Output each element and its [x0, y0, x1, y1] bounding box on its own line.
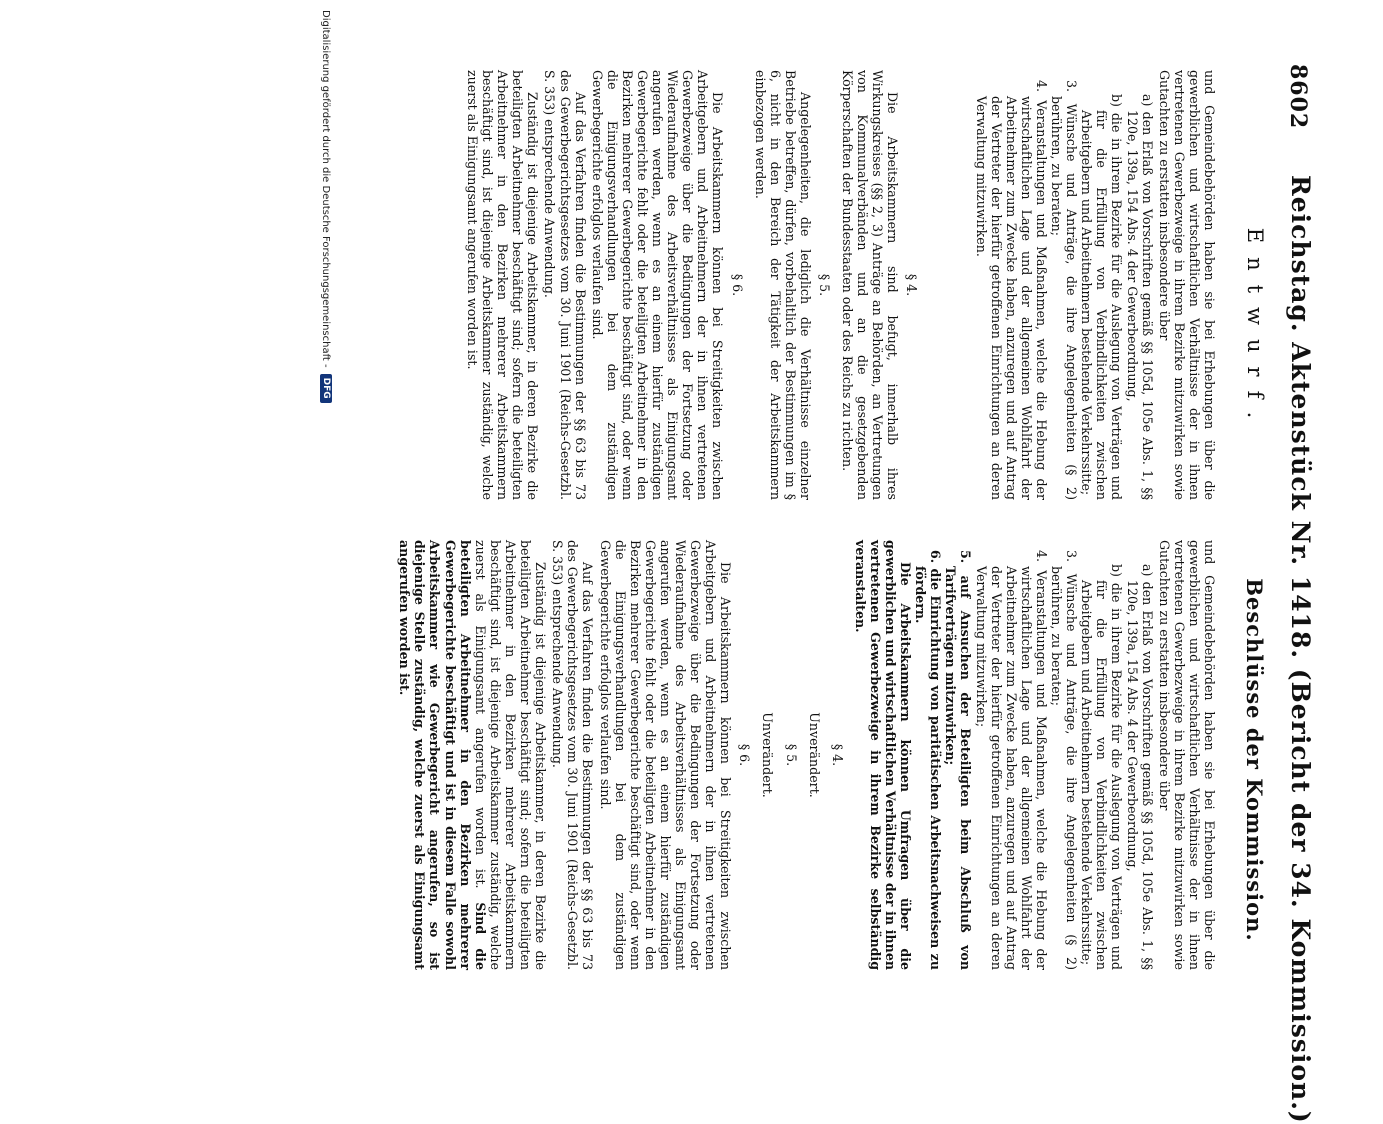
commission-section-6-p3a: Zuständig ist diejenige Arbeitskammer, in deren Bezirke die beteiligten Arbeitnehmer beschäftigt sind; sofern die beteiligten Arbeitnehmer in den Bezirken mehrerer Arbeitskammern beschäftigt sind, ist diejenige Arbeitskammer zuständig, welche zuerst als Einigungsamt angerufen worden ist.	[472, 540, 549, 970]
commission-item-5: 5. auf Ansuchen der Beteiligten beim Abschluß von Tarifverträgen mitzuwirken;	[943, 550, 974, 970]
commission-section-4-title: § 4.	[829, 743, 845, 767]
draft-section-5-text: Angelegenheiten, die lediglich die Verhältnisse einzelner Betriebe betreffen, dürfen, vorbehaltlich der Bestimmungen im § 6, nicht in den Bereich der Tätigkeit der Arbeitskammern einbezogen werden.	[752, 70, 813, 500]
commission-bold-paragraph: Die Arbeitskammern können Umfragen über die gewerblichen und wirtschaftlichen Verhältnisse der in ihnen vertretenen Gewerbezweige in ihrem Bezirke selbständig veranstalten.	[852, 540, 914, 970]
commission-item-4: 4. Veranstaltungen und Maßnahmen, welche die Hebung der wirtschaftlichen Lage und der allgemeinen Wohlfahrt der Arbeitnehmer zum Zwecke haben, anzuregen und auf Antrag der Vertreter der hierfür getroffenen Einrichtungen an deren Verwaltung mitzuwirken;	[973, 550, 1049, 970]
commission-section-6-title: § 6.	[737, 743, 753, 767]
commission-item-b: b) die in ihrem Bezirke für die Auslegung von Verträgen und für die Erfüllung von Verbindlichkeiten zwischen Arbeitgebern und Arbeitnehmern bestehende Verkehrssitte;	[1079, 564, 1125, 970]
dfg-logo: DFG	[320, 374, 332, 403]
left-column-title: Entwurf.	[1243, 227, 1267, 433]
draft-section-6-p2: Auf das Verfahren finden die Bestimmungen der §§ 63 bis 73 des Gewerbegerichtsgesetzes vom 30. Juni 1901 (Reichs-Gesetzbl. S. 353) entsprechende Anwendung.	[542, 70, 588, 500]
commission-item-3: 3. Wünsche und Anträge, die ihre Angelegenheiten (§ 2) berühren, zu beraten;	[1049, 550, 1080, 970]
draft-item-3: 3. Wünsche und Anträge, die ihre Angelegenheiten (§ 2) berühren, zu beraten;	[1049, 80, 1080, 500]
draft-section-5-title: § 5.	[817, 273, 833, 297]
draft-section-4-text: Die Arbeitskammern sind befugt, innerhalb ihres Wirkungskreises (§§ 2, 3) Anträge an Behörden, an Vertretungen von Kommunalverbänden und an die gesetzgebenden Körperschaften der Bundesstaaten oder des Reichs zu richten.	[840, 70, 901, 500]
draft-intro: und Gemeindebehörden haben sie bei Erhebungen über die gewerblichen und wirtschaftlichen Verhältnisse der in ihnen vertretenen Gewerbezweige in ihrem Bezirke mitzuwirken sowie Gutachten zu erstatten insbesondere über	[1156, 70, 1217, 500]
commission-column	[395, 540, 1217, 970]
commission-item-a: a) den Erlaß von Vorschriften gemäß §§ 105d, 105e Abs. 1, §§ 120e, 139a, 154 Abs. 4 der Gewerbeordnung,	[1124, 564, 1155, 970]
draft-column	[463, 70, 1217, 500]
draft-item-4: 4. Veranstaltungen und Maßnahmen, welche die Hebung der wirtschaftlichen Lage und der allgemeinen Wohlfahrt der Arbeitnehmer zum Zwecke haben, anzuregen und auf Antrag der Vertreter der hierfür getroffenen Einrichtungen an deren Verwaltung mitzuwirken.	[973, 80, 1049, 500]
draft-item-a: a) den Erlaß von Vorschriften gemäß §§ 105d, 105e Abs. 1, §§ 120e, 139a, 154 Abs. 4 der Gewerbeordnung,	[1124, 94, 1155, 500]
draft-section-4-title: § 4.	[904, 273, 920, 297]
commission-intro: und Gemeindebehörden haben sie bei Erhebungen über die gewerblichen und wirtschaftlichen Verhältnisse der in ihnen vertretenen Gewerbezweige in ihrem Bezirke mitzuwirken sowie Gutachten zu erstatten insbesondere über	[1156, 540, 1217, 970]
draft-item-b: b) die in ihrem Bezirke für die Auslegung von Verträgen und für die Erfüllung von Verbindlichkeiten zwischen Arbeitgebern und Arbeitnehmern bestehende Verkehrssitte;	[1079, 94, 1125, 500]
footer-text: Digitalisierung gefördert durch die Deutsche Forschungsgemeinschaft -	[320, 10, 332, 368]
right-column-title: Beschlüsse der Kommission.	[1242, 578, 1267, 942]
page-header: Reichstag. Aktenstück Nr. 1418. (Bericht der 34. Kommission.)	[1286, 175, 1315, 1124]
commission-section-6-p2: Auf das Verfahren finden die Bestimmungen der §§ 63 bis 73 des Gewerbegerichtsgesetzes vom 30. Juni 1901 (Reichs-Gesetzbl. S. 353) entsprechende Anwendung.	[550, 540, 596, 970]
draft-section-6-title: § 6.	[729, 273, 745, 297]
draft-section-6-p3: Zuständig ist diejenige Arbeitskammer, in deren Bezirke die beteiligten Arbeitnehmer beschäftigt sind; sofern die beteiligten Arbeitnehmer in den Bezirken mehrerer Arbeitskammern beschäftigt sind, ist diejenige Arbeitskammer zuständig, welche zuerst als Einigungsamt angerufen worden ist.	[464, 70, 541, 500]
commission-section-6-p3b: Sind die beteiligten Arbeitnehmer in den Bezirken mehrerer Gewerbegerichte beschäftigt und ist in diesem Falle sowohl Arbeitskammer wie Gewerbegericht angerufen, so ist diejenige Stelle zuständig, welche zuerst als Einigungsamt angerufen worden ist.	[397, 540, 488, 970]
commission-section-6-p1: Die Arbeitskammern können bei Streitigkeiten zwischen Arbeitgebern und Arbeitnehmern der in ihnen vertretenen Gewerbezweige über die Bedingungen der Fortsetzung oder Wiederaufnahme des Arbeitsverhältnisses als Einigungsamt angerufen werden, wenn es an einem hierfür zuständigen Gewerbegerichte fehlt oder die beteiligten Arbeitnehmer in den Bezirken mehrerer Gewerbegerichte beschäftigt sind, oder wenn die Einigungsverhandlungen bei dem zuständigen Gewerbegerichte erfolglos verlaufen sind.	[597, 540, 734, 970]
commission-section-5-title: § 5.	[783, 743, 799, 767]
draft-section-6-p1: Die Arbeitskammern können bei Streitigkeiten zwischen Arbeitgebern und Arbeitnehmern der in ihnen vertretenen Gewerbezweige über die Bedingungen der Fortsetzung oder Wiederaufnahme des Arbeitsverhältnisses als Einigungsamt angerufen werden, wenn es an einem hierfür zuständigen Gewerbegerichte fehlt oder die beteiligten Arbeitnehmer in den Bezirken mehrerer Gewerbegerichte beschäftigt sind, oder wenn die Einigungsverhandlungen bei dem zuständigen Gewerbegerichte erfolglos verlaufen sind.	[589, 70, 726, 500]
commission-section-5-text: Unverändert.	[760, 712, 776, 798]
commission-section-4-text: Unverändert.	[806, 712, 822, 798]
page-number: 8602	[1285, 64, 1311, 130]
digitization-footer	[317, 10, 335, 1000]
commission-item-6: 6. die Einrichtung von paritätischen Arbeitsnachweisen zu fördern.	[913, 550, 944, 970]
